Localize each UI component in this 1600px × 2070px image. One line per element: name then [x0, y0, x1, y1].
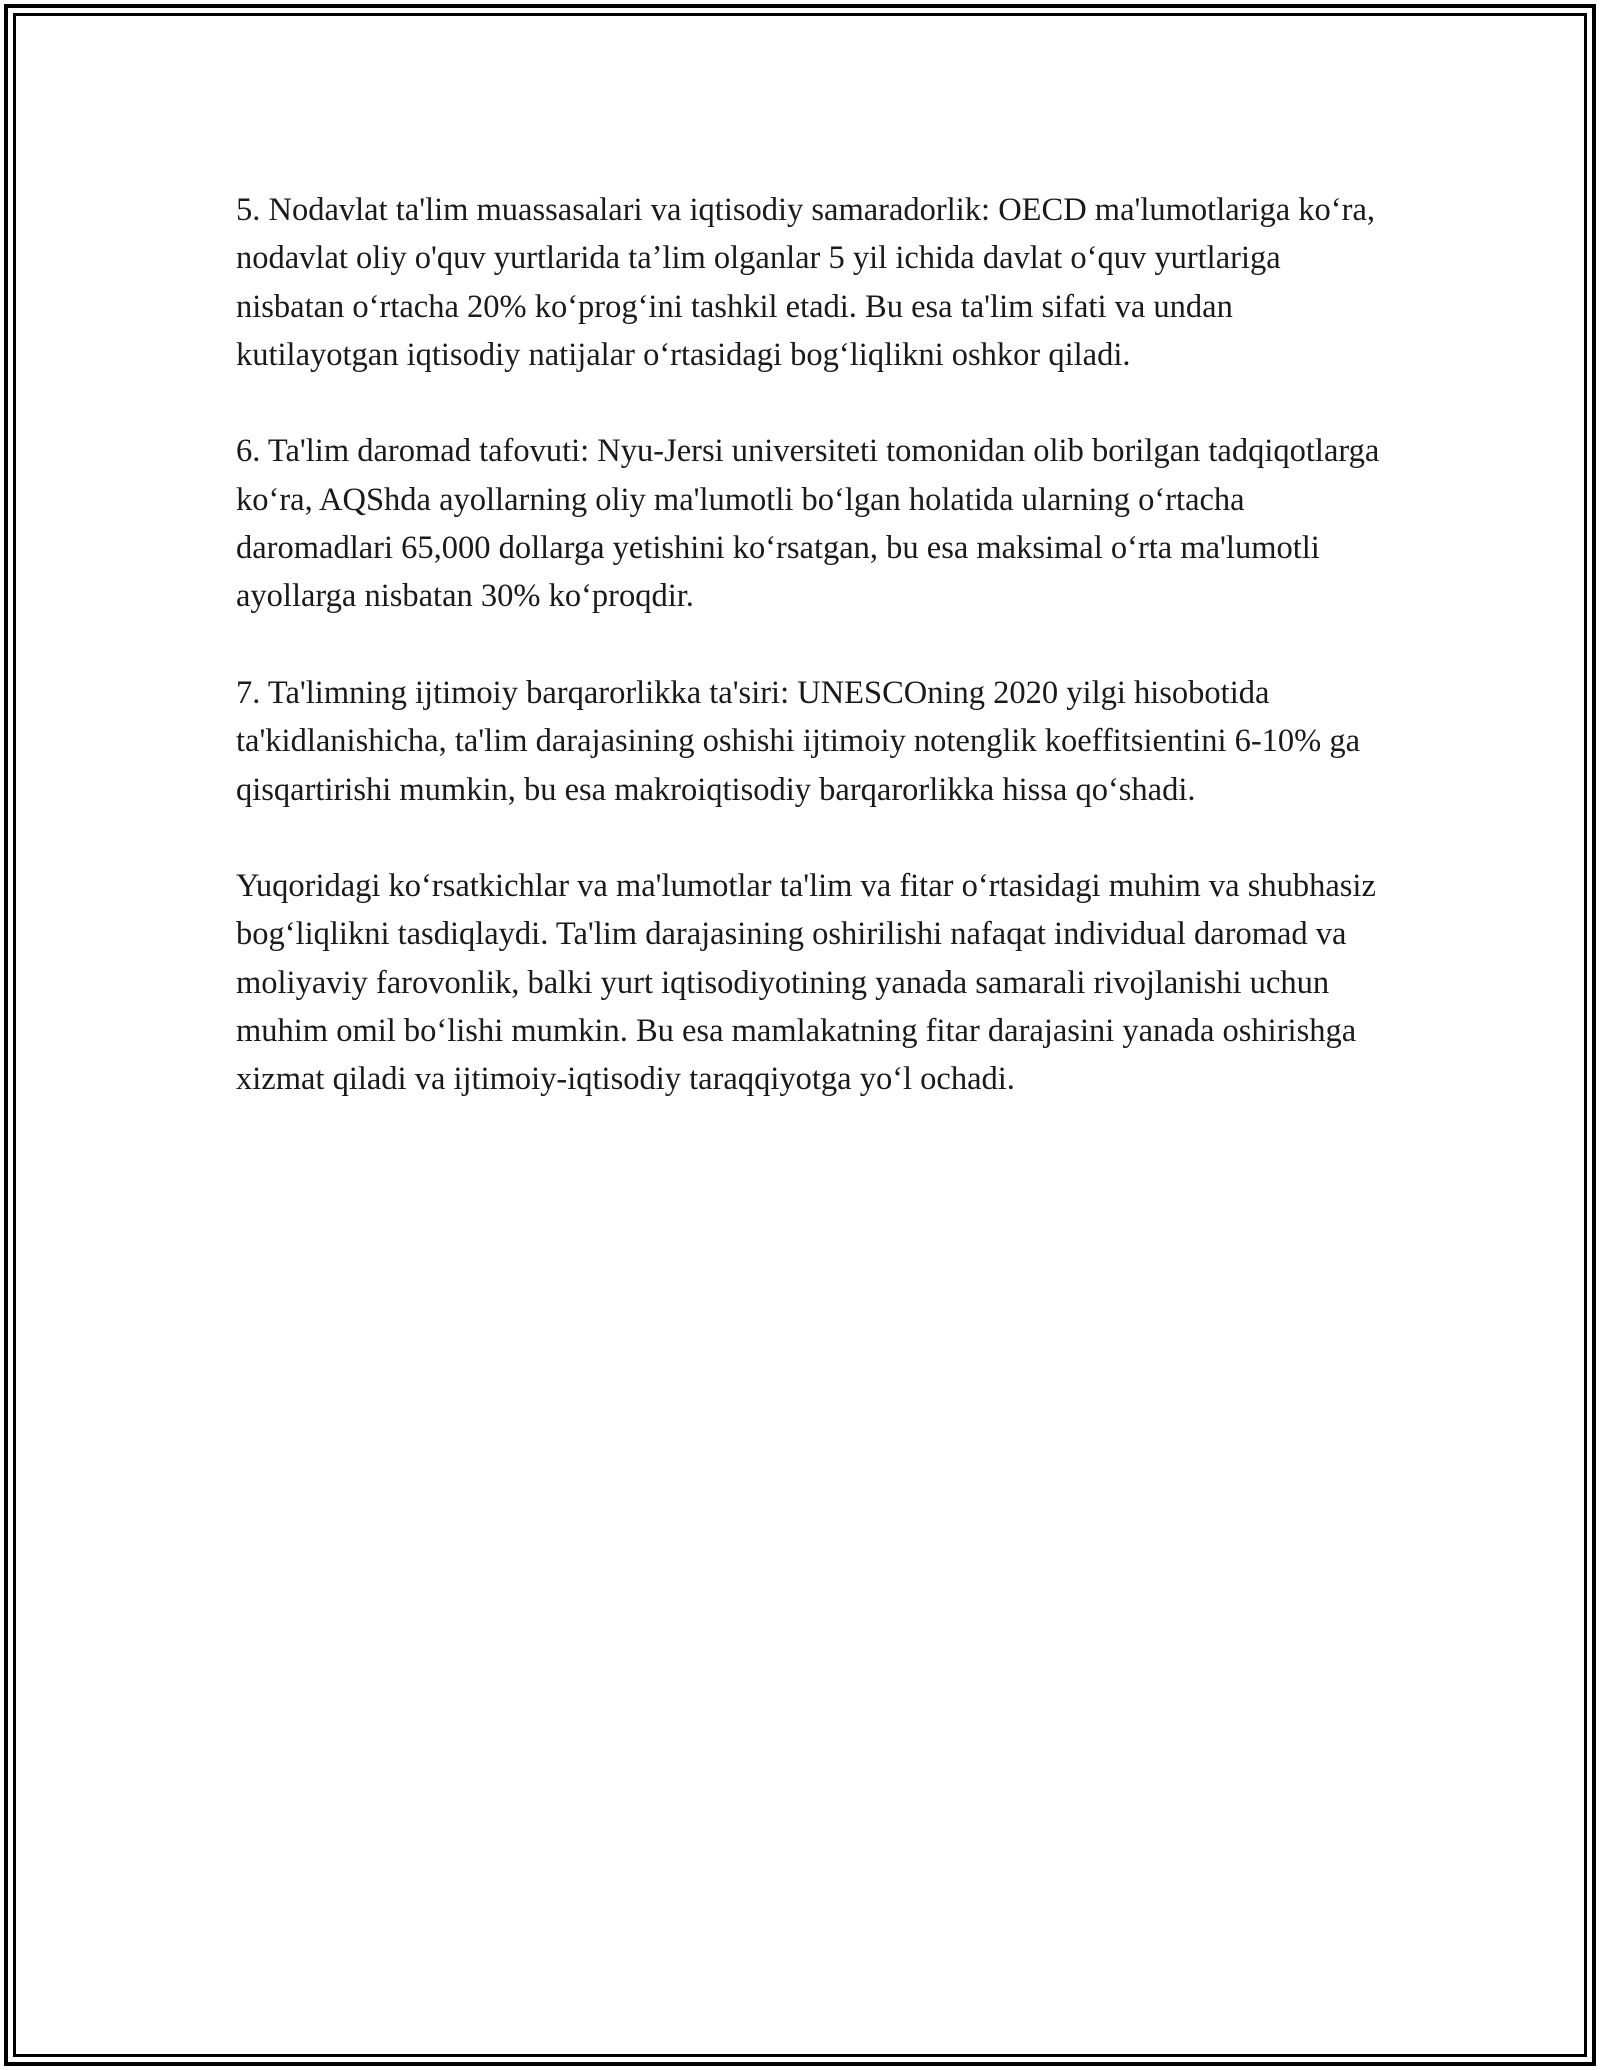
- document-body: [236, 186, 1396, 1104]
- paragraph-conclusion: Yuqoridagi koʻrsatkichlar va ma'lumotlar ta'lim va fitar oʻrtasidagi muhim va shubhasiz bogʻliqlikni tasdiqlaydi. Ta'lim darajasining oshirilishi nafaqat individual daromad va moliyaviy farovonlik, balki yurt iqtisodiyotining yanada samarali rivojlanishi uchun muhim omil boʻlishi mumkin. Bu esa mamlakatning fitar darajasini yanada oshirishga xizmat qiladi va ijtimoiy-iqtisodiy taraqqiyotga yoʻl ochadi.: [236, 868, 1376, 1098]
- paragraph-7-social-stability: 7. Ta'limning ijtimoiy barqarorlikka ta'siri: UNESCOning 2020 yilgi hisobotida ta'kidlanishicha, ta'lim darajasining oshishi ijtimoiy notenglik koeffitsientini 6-10% ga qisqartirishi mumkin, bu esa makroiqtisodiy barqarorlikka hissa qoʻshadi.: [236, 674, 1361, 808]
- paragraph-6-income-gap: 6. Ta'lim daromad tafovuti: Nyu-Jersi universiteti tomonidan olib borilgan tadqiqotlarga koʻra, AQShda ayollarning oliy ma'lumotli boʻlgan holatida ularning oʻrtacha daromadlari 65,000 dollarga yetishini koʻrsatgan, bu esa maksimal oʻrta ma'lumotli ayollarga nisbatan 30% koʻproqdir.: [236, 433, 1380, 615]
- paragraph-5-private-education: 5. Nodavlat ta'lim muassasalari va iqtisodiy samaradorlik: OECD ma'lumotlariga koʻra, nodavlat oliy o'quv yurtlarida taʼlim olganlar 5 yil ichida davlat oʻquv yurtlariga nisbatan oʻrtacha 20% koʻprogʻini tashkil etadi. Bu esa ta'lim sifati va undan kutilayotgan iqtisodiy natijalar oʻrtasidagi bogʻliqlikni oshkor qiladi.: [236, 192, 1376, 373]
